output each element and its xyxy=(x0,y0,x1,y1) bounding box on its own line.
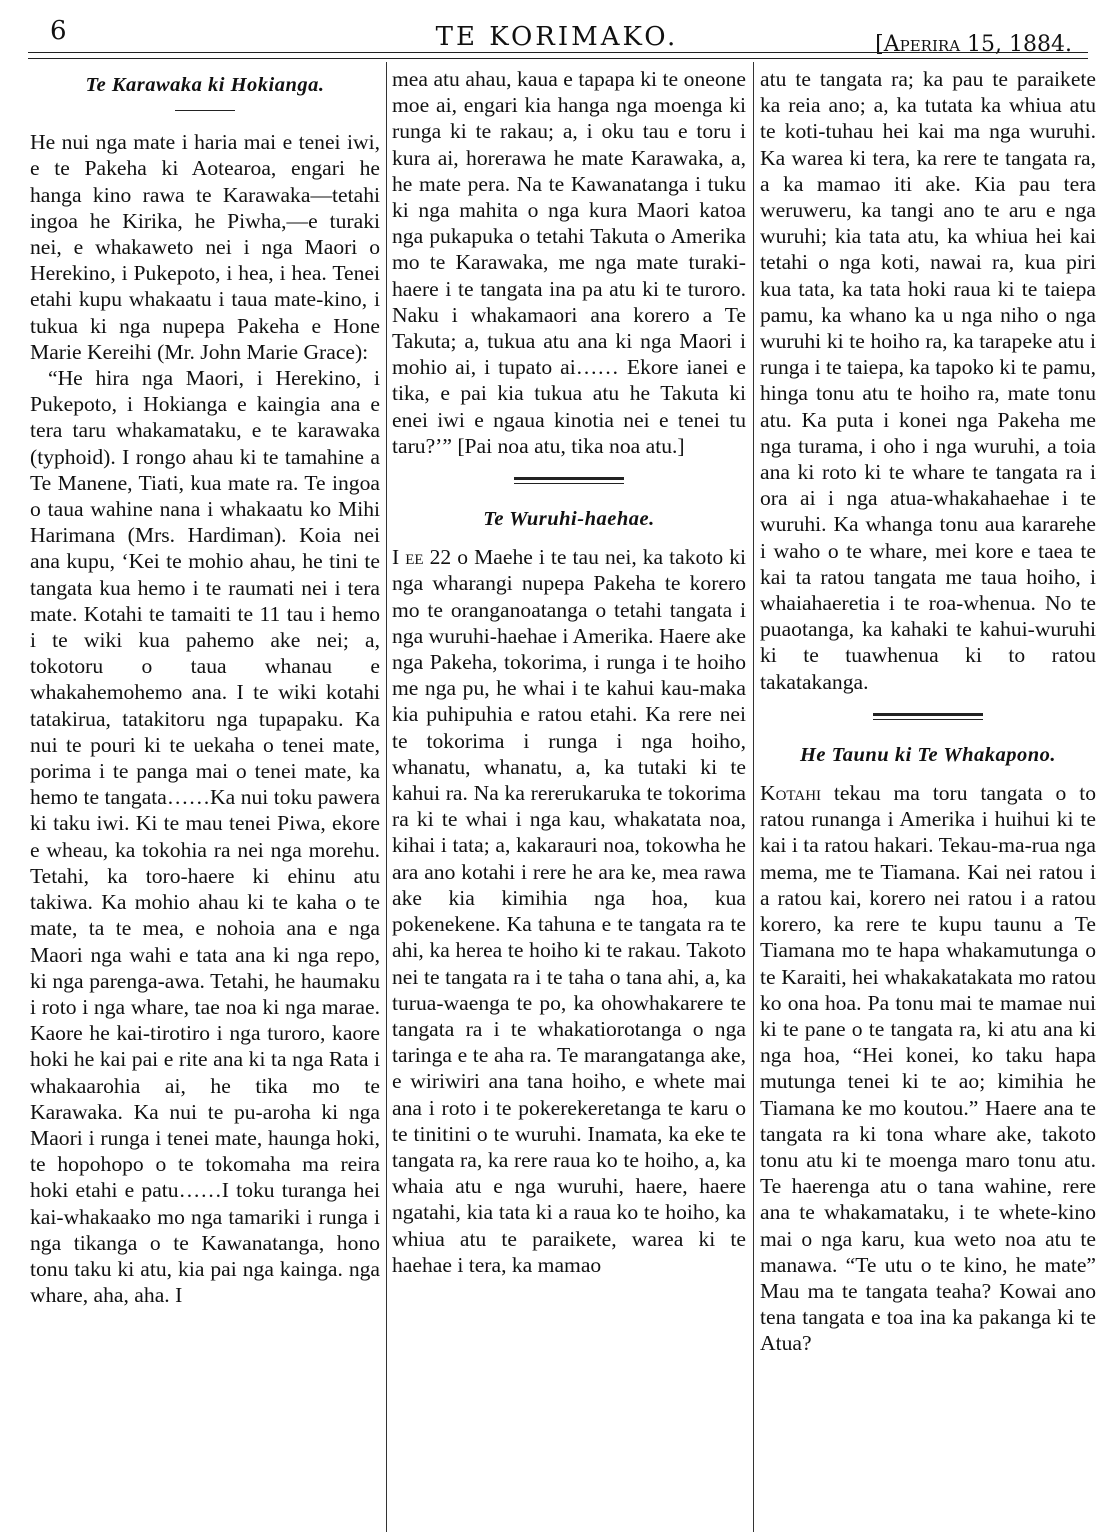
header-rule-bottom xyxy=(28,58,1088,59)
paragraph-body: tekau ma toru tangata o to ratou runanga i Amerika i huihui ki te kai i ta ratou hakari. Tekau-ma-rua nga mema, me te Tiamana. Kai nei ratou i a ratou kai, korero nei ratou i a ratou korero, ka rere te kupu taunu a Te Tiamana mo te hapa whakamutunga o te Karaiti, hei whakakatakata mo ratou ko ona hoa. Pa tonu mai te mamae nui ki te pane o te tangata ra, ki atu ana ki nga hoa, “Hei konei, ko taku hapa mutunga tenei ki te ao; kimihia he Tiamana ke mo koutou.” Haere ana te tangata ra ki tona whare ake, takoto tonu atu ki te moenga maro tonu atu. Te haerenga atu o tana wahine, rere ana te whakamataku, i te whete-kino mai o nga karu, kua weto noa atu te manawa. “Te utu o te kino, he mate” Mau ma te tangata teaha? Kowai ano tena tangata e toa ina ka pakanga ki te Atua? xyxy=(760,781,1096,1356)
column-3 xyxy=(760,66,1096,1526)
article-paragraph: “He hira nga Maori, i Herekino, i Pukepoto, i Hokianga e kaingia ana e tera taru whakamataku, e te karawaka (typhoid). I rongo ahau ki te tamahine a Te Manene, Tiati, kua mate ra. Te ingoa o taua wahine nana i whakaatu ko Mihi Harimana (Mrs. Hardiman). Koia nei ana kupu, ‘Kei te mohio ahau, he tini te tangata kua hemo i te raumati nei i tera mate. Kotahi te tamaiti te 11 tau i hemo i te wiki kua pahemo ake nei; a, tokotoru o taua whanau e whakahemohemo ana. I te wiki kotahi tatakirua, tatakitoru nga tupapaku. Ka nui te pouri ki te uekaha o tenei mate, porima i te panga mai o tenei mate, ka hemo te tangata……Ka nui toku pawera ki taku iwi. Ki te mau tenei Piwa, ekore e wheau, ka tokohia ra nei nga morehu. Tetahi, ka toro-haere ki ehinu atu takiwa. Ka mohio ahau ki te kaha o te mate, ta te mea, e nohoia ana e nga Maori nga wahi e tata ana ki nga repo, ki nga parenga-awa. Tetahi, he haumaku i roto i nga whare, tae noa ki nga marae. Kaore he kai-tirotiro i nga turoro, kaore hoki he kai pai e rite ana ki ta nga Rata i whakaarohia ai, he tika mo te Karawaka. Ka nui te pu-aroha ki nga Maori i runga i tenei mate, haunga hoki, te hopohopo o te tokomaha ma reira hoki etahi e patu……I toku turanga hei kai-whakaako mo nga tamariki i runga i nga tikanga o te Kawanatanga, hono tonu taku ki atu, kia pai nga kainga. nga whare, aha, aha. I xyxy=(30,366,380,1308)
column-2 xyxy=(392,66,746,1526)
column-divider-2 xyxy=(753,62,754,1532)
article-paragraph: atu te tangata ra; ka pau te paraikete ka reia ano; a, ka tutata ka whiua atu te koti-tuhau hei kai ma nga wuruhi. Ka warea ki tera, ka rere te tangata ra, a ka mamao iti ake. Kia pau tera weruweru, ka tangi ano te aru e nga wuruhi; kia tata atu, ka whiua hei kai tetahi o nga koti, nawai ra, kua piri kua tata, ka tata hoki raua ki te taiepa pamu, ka whano ka u nga niho o nga wuruhi ki te hoiho ra, ka tarapeke atu i runga i te taiepa, ka tapoko ki te pamu, hinga tonu atu te hoiho ra, mate tonu atu. Ka puta i konei nga Pakeha me nga turama, i oho i nga wuruhi, a toia ana ki roto ki te whare te tangata ra i ora ai i nga atua-whakahaehae i te wuruhi. Ka whanga tonu aua kararehe i waho o te whare, mei kore e taea te kai ta ratou tangata me taua hoiho, i whaiahaeretia i te roa-whenua. No te puaotanga, ka kahaki te kahui-wuruhi ki te tuawhenua ki to ratou takatakanga. xyxy=(760,67,1096,694)
column-divider-1 xyxy=(386,62,387,1532)
lead-word: Kotahi xyxy=(760,781,822,806)
article-paragraph: mea atu ahau, kaua e tapapa ki te oneone moe ai, engari kia hanga nga moenga ki runga ki te rakau; a, i oku tau e toru i kura ai, horerawa he mate Karawaka, a, he mate pera. Na te Kawanatanga i tuku ki nga mahita o nga kura Maori katoa nga pukapuka o tetahi Takuta o Amerika mo te Karawaka, me nga mate turaki-haere i te tangata ina pa atu ki te turoro. Naku i whakamaori ana korero a Te Takuta; a, tukua atu ana ki nga Maori i mohio ai, i tupato ai…… Ekore ianei e tika, e pai kia tukua atu he Takuta ki enei iwi e ngaua kinotia nei e tenei tu taru?’” [Pai noa atu, tika noa atu.] xyxy=(392,67,746,458)
article-heading-wuruhi: Te Wuruhi-haehae. xyxy=(483,508,655,531)
article-paragraph: He nui nga mate i haria mai e tenei iwi, e te Pakeha ki Aotearoa, engari he hanga kino rawa te Karawaka—tetahi ingoa he Kirika, he Piwha,—e turaki nei, e whakaweto nei i nga Maori o Herekino, i Pukepoto, i hea, i hea. Tenei etahi kupu whakaatu i taua mate-kino, i tukua ki nga nupepa Pakeha e Hone Marie Kereihi (Mr. John Marie Grace): xyxy=(30,130,380,364)
paragraph-body: 22 o Maehe i te tau nei, ka takoto ki nga wharangi nupepa Pakeha te korero mo te oranganoatanga o tetahi tangata i nga wuruhi-haehae i Amerika. Haere ake nga Pakeha, tokorima, i runga i te hoiho me nga pu, he whai i te kahui kau-maka kia puhipuhia e ratou etahi. Ka rere nei te tokorima i runga i nga hoiho, whanatu, whanatu, a, ka tutaki ki te kahui ra. Na ka rererukaruka te tokorima ra ki te whai i nga kau, whakatata noa, kihai i tata; a, kakarauri noa, tokowha he ara ano kotahi i rere he ara ke, mea rawa ake kia kimihia nga hoa, kua pokenekene. Ka tahuna e te tangata ra te ahi, ka herea te hoiho ki te rakau. Takoto nei te tangata ra i te taha o tana ahi, a, ka turua-waenga te po, ka ohowhakarere te tangata ra i te whakatiorotanga o nga taringa e te aha ra. Te marangatanga ake, e wiriwiri ana tana hoiho, e whete mai ana i roto i te pokerekeretanga te karu o te tinitini o te wuruhi. Inamata, ka eke te tangata ra, ka rere raua ko te hoiho, a, ka whaia atu e nga wuruhi, haere, haere ngatahi, kia tata ki a raua ko te hoiho, ka whiua atu te paraikete, warea ki te haehae i tera, ka mamao xyxy=(392,545,746,1277)
article-paragraph xyxy=(760,780,1096,1356)
issue-date: [Aperira 15, 1884. xyxy=(875,32,1072,57)
article-heading-karawaka: Te Karawaka ki Hokianga. xyxy=(85,74,325,96)
newspaper-title: TE KORIMAKO. xyxy=(435,22,679,52)
section-divider xyxy=(514,477,624,484)
section-divider xyxy=(873,713,983,720)
column-1 xyxy=(30,66,380,1526)
article-heading-taunu: He Taunu ki Te Whakapono. xyxy=(799,743,1057,766)
heading-rule xyxy=(175,110,235,111)
header-rule-top xyxy=(28,52,1088,53)
page-number: 6 xyxy=(50,16,67,46)
article-paragraph xyxy=(392,544,746,1278)
lead-word: I ee xyxy=(392,545,424,570)
